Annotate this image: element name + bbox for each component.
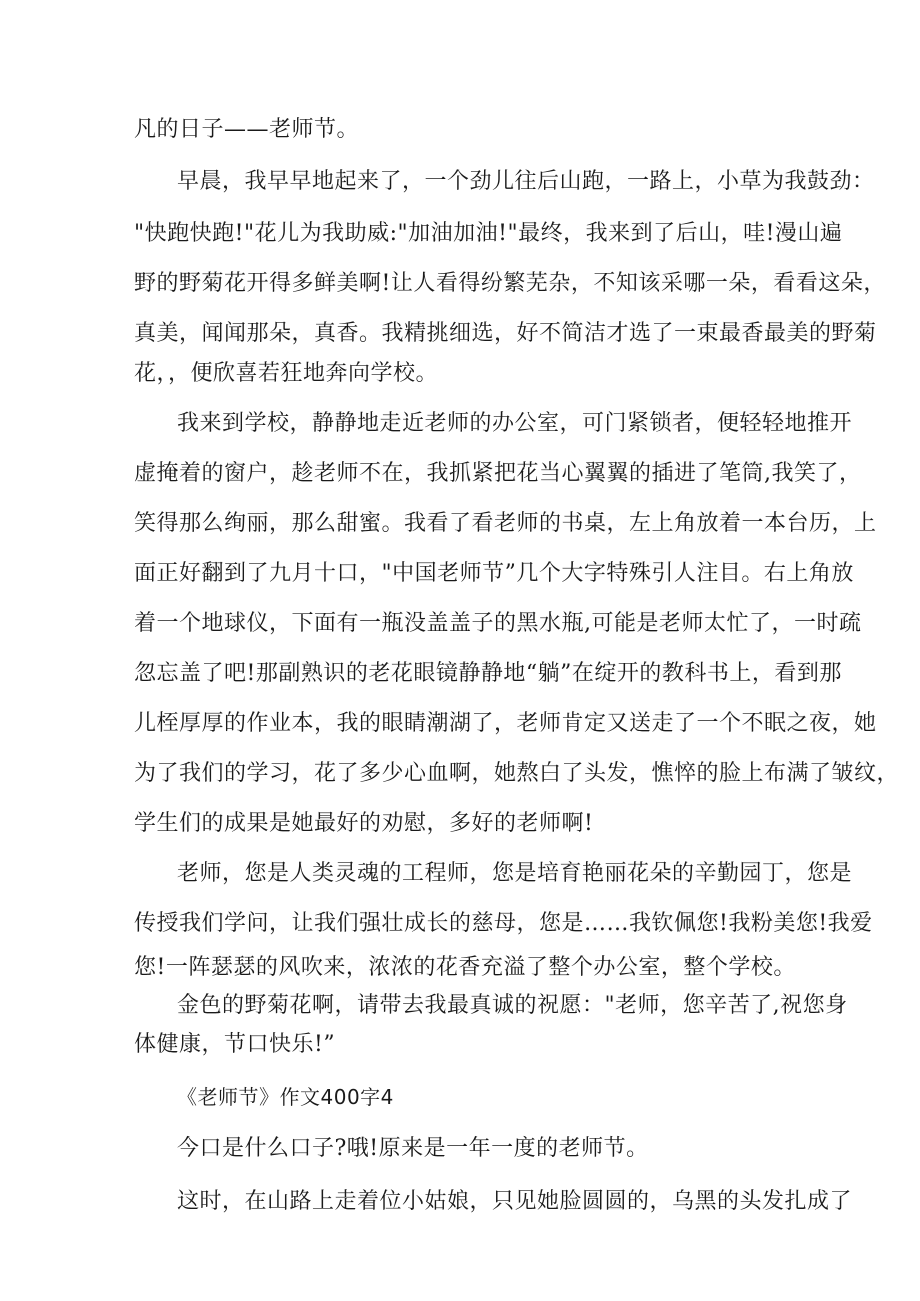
essay-title: 《老师节》作文400字4 [177,1085,394,1109]
text-line: 今口是什么口子?哦!原来是一年一度的老师节。 [177,1136,649,1161]
text-line: 花，，便欣喜若狂地奔向学校。 [134,361,439,386]
text-line: 您!一阵瑟瑟的风吹来，浓浓的花香充溢了整个办公室，整个学校。 [134,955,796,980]
text-line: 这时，在山路上走着位小姑娘，只见她脸圆圆的，乌黑的头发扎成了 [177,1189,853,1214]
text-line: 野的野菊花开得多鲜美啊!让人看得纷繁芜杂，不知该采哪一朵，看看这朵， [134,271,886,296]
text-line: 传授我们学问，让我们强壮成长的慈母，您是……我钦佩您!我粉美您!我爱 [134,911,873,936]
text-line: "快跑快跑!"花儿为我助威:"加油加油!"最终，我来到了后山，哇!漫山遍 [134,221,843,246]
text-line: 体健康，节口快乐!” [134,1032,336,1057]
text-line: 凡的日子——老师节。 [134,117,360,142]
text-line: 我来到学校，静静地走近老师的办公室，可门紧锁者，便轻轻地推开 [177,411,853,436]
text-line: 面正好翻到了九月十口，"中国老师节”几个大字特殊引人注目。右上角放 [134,561,854,586]
text-line: 学生们的成果是她最好的劝慰，多好的老师啊! [134,811,594,836]
text-line: 虚掩着的窗户，趁老师不在，我抓紧把花当心翼翼的插进了笔筒,我笑了， [134,461,862,486]
text-line: 早晨，我早早地起来了，一个劲儿往后山跑，一路上，小草为我鼓劲： [177,169,875,194]
text-line: 真美，闻闻那朵，真香。我精挑细选，好不简洁才选了一束最香最美的野菊 [134,321,877,346]
text-line: 笑得那么绚丽，那么甜蜜。我看了看老师的书桌，左上角放着一本台历，上 [134,511,877,536]
text-line: 着一个地球仪，下面有一瓶没盖盖子的黑水瓶,可能是老师太忙了，一时疏 [134,611,862,636]
text-line: 忽忘盖了吧!那副熟识的老花眼镜静静地“躺”在绽开的教科书上，看到那 [134,661,842,686]
text-line: 儿桎厚厚的作业本，我的眼睛潮湖了，老师肯定又送走了一个不眠之夜，她 [134,711,877,736]
text-line: 老师，您是人类灵魂的工程师，您是培育艳丽花朵的辛勤园丁，您是 [177,861,853,886]
text-line: 为了我们的学习，花了多少心血啊，她熬白了头发，憔悴的脸上布满了皱纹， [134,761,900,786]
text-line: 金色的野菊花啊，请带去我最真诚的祝愿："老师，您辛苦了,祝您身 [177,993,848,1018]
